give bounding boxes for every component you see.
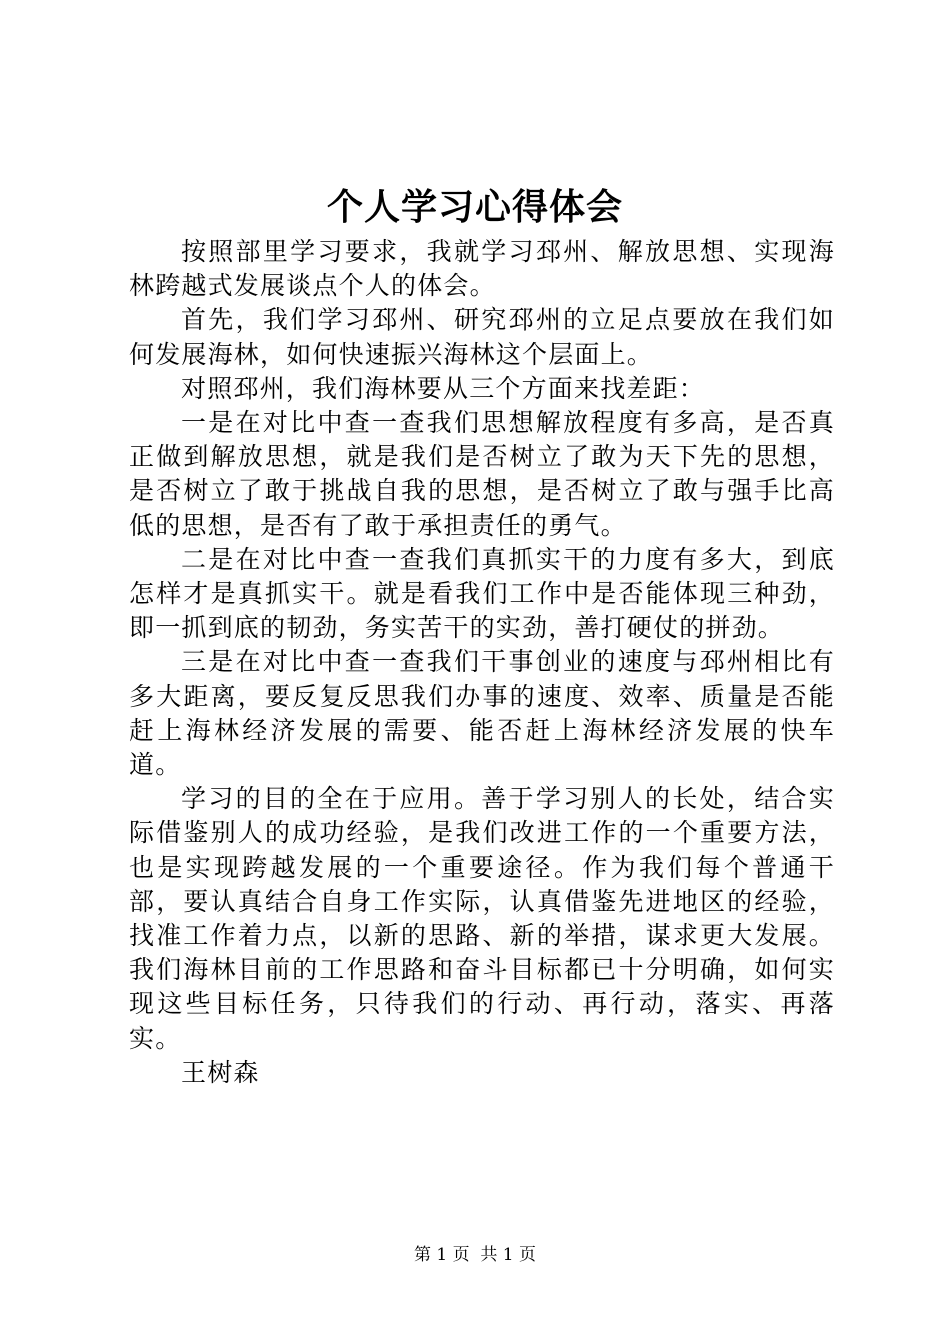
paragraph-point-three: 三是在对比中查一查我们干事创业的速度与邳州相比有多大距离，要反复反思我们办事的速度、效率、质量是否能赶上海林经济发展的需要、能否赶上海林经济发展的快车道。 xyxy=(129,647,835,780)
page-footer xyxy=(0,1243,950,1267)
document-title: 个人学习心得体会 xyxy=(326,186,623,228)
paragraph-point-one: 一是在对比中查一查我们思想解放程度有多高，是否真正做到解放思想，就是我们是否树立了敢为天下先的思想，是否树立了敢于挑战自我的思想，是否树立了敢与强手比高低的思想，是否有了敢于承担责任的勇气。 xyxy=(129,408,835,540)
paragraph-compare: 对照邳州，我们海林要从三个方面来找差距： xyxy=(181,373,706,403)
paragraph-point-two: 二是在对比中查一查我们真抓实干的力度有多大，到底怎样才是真抓实干。就是看我们工作中是否能体现三种劲，即一抓到底的韧劲，务实苦干的实劲，善打硬仗的拼劲。 xyxy=(129,544,835,643)
page-total: 共 1 页 xyxy=(480,1245,537,1265)
page-number: 第 1 页 xyxy=(413,1245,470,1265)
paragraph-conclusion: 学习的目的全在于应用。善于学习别人的长处，结合实际借鉴别人的成功经验，是我们改进工作的一个重要方法，也是实现跨越发展的一个重要途径。作为我们每个普通干部，要认真结合自身工作实际，认真借鉴先进地区的经验，找准工作着力点，以新的思路、新的举措，谋求更大发展。我们海林目前的工作思路和奋斗目标都已十分明确，如何实现这些目标任务，只待我们的行动、再行动，落实、再落实。 xyxy=(129,784,835,1053)
document-body xyxy=(129,235,835,1090)
paragraph-intro: 按照部里学习要求，我就学习邳州、解放思想、实现海林跨越式发展谈点个人的体会。 xyxy=(129,237,835,301)
author-signature: 王树森 xyxy=(181,1057,260,1087)
paragraph-first: 首先，我们学习邳州、研究邳州的立足点要放在我们如何发展海林，如何快速振兴海林这个层面上。 xyxy=(129,305,835,369)
